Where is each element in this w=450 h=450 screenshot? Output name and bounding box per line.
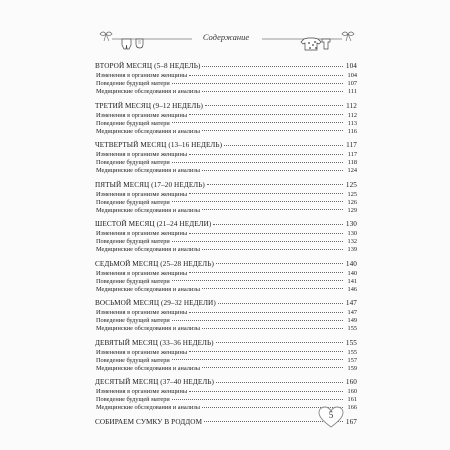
toc-subsection-entry[interactable] [95, 357, 357, 365]
subsection-page-number: 113 [347, 119, 357, 127]
page-title: Содержание [202, 32, 250, 42]
dot-leader [189, 233, 343, 234]
dot-leader [202, 170, 343, 171]
toc-subsection-entry[interactable] [95, 270, 357, 278]
subsection-title: Поведение будущей матери [96, 396, 170, 403]
dot-leader [189, 272, 343, 273]
toc-subsection-entry[interactable] [95, 278, 357, 286]
toc-subsection-entry[interactable] [95, 238, 357, 246]
subsection-title: Поведение будущей матери [96, 80, 170, 87]
dot-leader [172, 280, 343, 281]
dot-leader [189, 312, 343, 313]
toc-chapter-entry[interactable] [95, 62, 357, 72]
dot-leader [189, 75, 343, 76]
subsection-title: Поведение будущей матери [96, 198, 170, 206]
toc-chapter-entry[interactable] [95, 339, 357, 349]
toc-chapter-entry[interactable] [95, 102, 357, 112]
toc-subsection-entry[interactable] [95, 365, 357, 373]
subsection-title: Изменения в организме женщины [96, 190, 188, 198]
toc-section [95, 220, 357, 254]
page-number: 5 [328, 410, 334, 420]
chapter-title: СЕДЬМОЙ МЕСЯЦ (25–28 НЕДЕЛЬ) [95, 259, 214, 268]
chapter-page-number: 125 [345, 180, 357, 189]
chapter-title: ТРЕТИЙ МЕСЯЦ (9–12 НЕДЕЛЬ) [95, 101, 204, 110]
dot-leader [172, 122, 343, 123]
subsection-page-number: 159 [347, 364, 357, 372]
toc-section [95, 141, 357, 175]
toc-subsection-entry[interactable] [95, 80, 357, 88]
dot-leader [224, 145, 343, 146]
page-header [96, 26, 354, 52]
toc-section [95, 339, 357, 373]
dot-leader [172, 359, 343, 360]
toc-subsection-entry[interactable] [95, 230, 357, 238]
subsection-page-number: 161 [347, 396, 357, 403]
toc-subsection-entry[interactable] [95, 317, 357, 325]
subsection-page-number: 166 [347, 404, 357, 411]
subsection-page-number: 117 [347, 151, 357, 158]
baby-clothes-line-icon [96, 26, 196, 52]
chapter-page-number: 160 [345, 378, 357, 386]
dot-leader [189, 193, 343, 194]
dot-leader [172, 241, 343, 242]
subsection-title: Изменения в организме женщины [96, 348, 188, 356]
chapter-title: ЧЕТВЕРТЫЙ МЕСЯЦ (13–16 НЕДЕЛЬ) [95, 141, 223, 149]
toc-chapter-entry[interactable] [95, 220, 357, 230]
chapter-title: ПЯТЫЙ МЕСЯЦ (17–20 НЕДЕЛЬ) [95, 180, 205, 189]
subsection-title: Поведение будущей матери [96, 277, 170, 285]
toc-subsection-entry[interactable] [95, 191, 357, 199]
subsection-page-number: 118 [347, 159, 357, 166]
toc-section [95, 260, 357, 294]
subsection-title: Изменения в организме женщины [96, 388, 188, 395]
onesie-clothes-line-icon [260, 26, 360, 52]
subsection-title: Поведение будущей матери [96, 238, 170, 245]
subsection-title: Медицинские обследования и анализы [96, 325, 200, 332]
subsection-page-number: 140 [347, 269, 357, 277]
dot-leader [189, 154, 343, 155]
toc-subsection-entry[interactable] [95, 396, 357, 404]
chapter-page-number: 112 [346, 101, 357, 110]
toc-subsection-entry[interactable] [95, 88, 357, 96]
subsection-title: Поведение будущей матери [96, 119, 170, 127]
subsection-title: Изменения в организме женщины [96, 269, 188, 277]
dot-leader [172, 201, 343, 202]
dot-leader [172, 399, 343, 400]
subsection-title: Медицинские обследования и анализы [96, 206, 200, 214]
dot-leader [189, 391, 343, 392]
toc-subsection-entry[interactable] [95, 151, 357, 159]
toc-subsection-entry[interactable] [95, 349, 357, 357]
toc-section [95, 299, 357, 333]
chapter-title: ВТОРОЙ МЕСЯЦ (5–8 НЕДЕЛЬ) [95, 62, 201, 70]
subsection-page-number: 141 [347, 277, 357, 285]
subsection-page-number: 107 [347, 80, 357, 87]
dot-leader [202, 209, 343, 210]
dot-leader [189, 351, 343, 352]
subsection-title: Поведение будущей матери [96, 317, 170, 324]
dot-leader [202, 130, 343, 131]
toc-chapter-entry[interactable] [95, 260, 357, 270]
dot-leader [205, 105, 343, 106]
toc-subsection-entry[interactable] [95, 207, 357, 215]
dot-leader [202, 249, 343, 250]
subsection-page-number: 130 [347, 230, 357, 237]
dot-leader [218, 303, 343, 304]
toc-subsection-entry[interactable] [95, 128, 357, 136]
subsection-title: Медицинские обследования и анализы [96, 88, 200, 95]
subsection-page-number: 125 [347, 190, 357, 198]
toc-chapter-entry[interactable] [95, 378, 357, 388]
dot-leader [216, 263, 343, 264]
subsection-page-number: 147 [347, 309, 357, 316]
toc-subsection-entry[interactable] [95, 159, 357, 167]
subsection-page-number: 129 [347, 206, 357, 214]
table-of-contents [95, 62, 357, 433]
toc-subsection-entry[interactable] [95, 199, 357, 207]
chapter-page-number: 147 [345, 299, 357, 307]
toc-subsection-entry[interactable] [95, 286, 357, 294]
chapter-page-number: 104 [345, 62, 357, 70]
chapter-page-number: 155 [345, 338, 357, 347]
chapter-title: ШЕСТОЙ МЕСЯЦ (21–24 НЕДЕЛИ) [95, 220, 212, 228]
subsection-title: Медицинские обследования и анализы [96, 127, 200, 135]
toc-subsection-entry[interactable] [95, 112, 357, 120]
toc-section [95, 181, 357, 215]
dot-leader [202, 288, 343, 289]
dot-leader [172, 83, 343, 84]
subsection-title: Изменения в организме женщины [96, 230, 188, 237]
subsection-page-number: 116 [347, 127, 357, 135]
subsection-page-number: 111 [348, 88, 357, 95]
subsection-page-number: 160 [347, 388, 357, 395]
chapter-page-number: 117 [346, 141, 357, 149]
subsection-title: Медицинские обследования и анализы [96, 404, 200, 411]
subsection-title: Изменения в организме женщины [96, 309, 188, 316]
dot-leader [216, 382, 343, 383]
dot-leader [172, 162, 343, 163]
toc-subsection-entry[interactable] [95, 309, 357, 317]
toc-section [95, 62, 357, 96]
subsection-page-number: 139 [347, 246, 357, 253]
toc-subsection-entry[interactable] [95, 388, 357, 396]
subsection-page-number: 132 [347, 238, 357, 245]
subsection-page-number: 124 [347, 167, 357, 174]
subsection-page-number: 155 [347, 325, 357, 332]
toc-chapter-entry[interactable] [95, 181, 357, 191]
subsection-title: Изменения в организме женщины [96, 111, 188, 119]
subsection-page-number: 126 [347, 198, 357, 206]
subsection-page-number: 149 [347, 317, 357, 324]
chapter-title: СОБИРАЕМ СУМКУ В РОДДОМ [95, 417, 203, 426]
subsection-page-number: 104 [347, 72, 357, 79]
chapter-title: ДЕВЯТЫЙ МЕСЯЦ (33–36 НЕДЕЛЬ) [95, 338, 214, 347]
subsection-title: Медицинские обследования и анализы [96, 285, 200, 293]
dot-leader [172, 320, 343, 321]
subsection-page-number: 155 [347, 348, 357, 356]
page-number-badge [318, 406, 344, 428]
toc-chapter-entry[interactable] [95, 299, 357, 309]
dot-leader [189, 114, 343, 115]
subsection-title: Медицинские обследования и анализы [96, 364, 200, 372]
chapter-title: ДЕСЯТЫЙ МЕСЯЦ (37–40 НЕДЕЛЬ) [95, 378, 215, 386]
subsection-page-number: 112 [347, 111, 357, 119]
subsection-title: Медицинские обследования и анализы [96, 246, 200, 253]
subsection-title: Поведение будущей матери [96, 159, 170, 166]
subsection-page-number: 157 [347, 356, 357, 364]
chapter-title: ВОСЬМОЙ МЕСЯЦ (29–32 НЕДЕЛИ) [95, 299, 216, 307]
dot-leader [202, 367, 343, 368]
subsection-title: Изменения в организме женщины [96, 151, 188, 158]
subsection-title: Поведение будущей матери [96, 356, 170, 364]
toc-subsection-entry[interactable] [95, 72, 357, 80]
chapter-page-number: 140 [345, 259, 357, 268]
subsection-title: Медицинские обследования и анализы [96, 167, 200, 174]
toc-subsection-entry[interactable] [95, 246, 357, 254]
toc-section [95, 102, 357, 136]
toc-subsection-entry[interactable] [95, 120, 357, 128]
toc-subsection-entry[interactable] [95, 167, 357, 175]
subsection-page-number: 146 [347, 285, 357, 293]
dot-leader [202, 91, 343, 92]
dot-leader [202, 328, 343, 329]
dot-leader [216, 342, 343, 343]
chapter-page-number: 130 [345, 220, 357, 228]
dot-leader [213, 224, 343, 225]
chapter-page-number: 167 [345, 417, 357, 426]
toc-chapter-entry[interactable] [95, 141, 357, 151]
dot-leader [207, 184, 343, 185]
subsection-title: Изменения в организме женщины [96, 72, 188, 79]
dot-leader [202, 66, 343, 67]
toc-subsection-entry[interactable] [95, 325, 357, 333]
